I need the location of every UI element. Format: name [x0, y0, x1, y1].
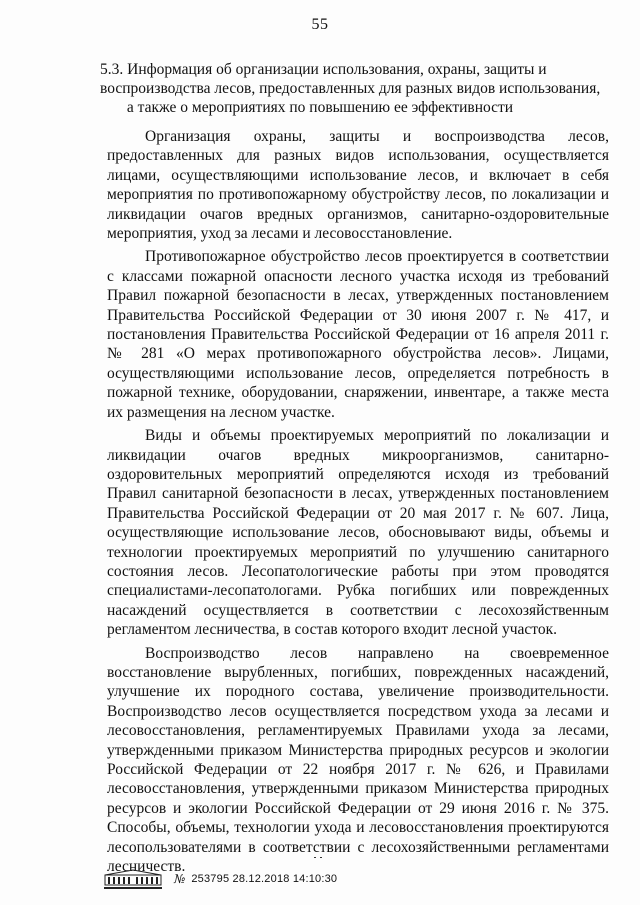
paragraph-sanitary-measures: Виды и объемы проектируемых мероприятий по локализации и ликвидации очагов вредных микроорганизмов, санитарно-оздоровительных мероприятий определяются исходя из требований Правил санитарной безопасности в лесах, утвержденных постановлением Правительства Российской Федерации от 20 мая 2017 г. № 607. Лица, осуществляющие использование лесов, обосновывают виды, объемы и технологии проектируемых мероприятий по улучшению санитарного состояния лесов. Лесопатологические работы при этом проводятся специалистами-лесопатологами. Рубка погибших или поврежденных насаждений осуществляется в соответствии с лесохозяйственным регламентом лесничества, в состав которого входит лесной участок.	[107, 427, 609, 639]
building-stamp-icon	[104, 869, 162, 889]
paragraph-fire-safety: Противопожарное обустройство лесов проектируется в соответствии с классами пожарной опасности лесного участка исходя из требований Правил пожарной безопасности в лесах, утвержденных постановлением Правительства Российской Федерации от 30 июня 2007 г. № 417, и постановления Правительства Российской Федерации от 16 апреля 2011 г. № 281 «О мерах противопожарного обустройства лесов». Лицами, осуществляющими использование лесов, определяется потребность в пожарной технике, оборудовании, снаряжении, инвентаре, а также места их размещения на лесном участке.	[107, 248, 609, 421]
page-number: 55	[311, 16, 329, 33]
paragraph-forest-protection: Организация охраны, защиты и воспроизводства лесов, предоставленных для разных видов использования, осуществляется лицами, осуществляющими использование лесов, и включает в себя мероприятия по противопожарному обустройству лесов, по локализации и ликвидации очагов вредных организмов, санитарно-оздоровительные мероприятия, уход за лесами и лесовосстановление.	[107, 128, 609, 243]
section-heading-line-3: а также о мероприятиях по повышению ее эффективности	[126, 99, 514, 117]
scan-speck	[314, 857, 316, 858]
footer-stamp	[104, 869, 337, 889]
scan-speck	[320, 857, 322, 858]
section-heading-line-2: воспроизводства лесов, предоставленных для разных видов использования,	[100, 80, 601, 98]
number-sign-mark: №	[174, 872, 186, 886]
body-text	[107, 127, 609, 880]
document-registration-stamp: 253795 28.12.2018 14:10:30	[191, 873, 338, 885]
paragraph-reforestation: Воспроизводство лесов направлено на своевременное восстановление вырубленных, погибших, поврежденных насаждений, улучшение их породного состава, увеличение производительности. Воспроизводство лесов осуществляется посредством ухода за лесами и лесовосстановления, регламентируемых Правилами ухода за лесами, утвержденными приказом Министерства природных ресурсов и экологии Российской Федерации от 22 ноября 2017 г. № 626, и Правилами лесовосстановления, утвержденными приказом Министерства природных ресурсов и экологии Российской Федерации от 29 июня 2016 г. № 375. Способы, объемы, технологии ухода и лесовосстановления проектируются лесопользователями в соответствии с лесохозяйственными регламентами лесничеств.	[107, 644, 609, 876]
section-heading	[100, 60, 601, 118]
section-heading-line-1: 5.3. Информация об организации использования, охраны, защиты и	[100, 61, 547, 78]
